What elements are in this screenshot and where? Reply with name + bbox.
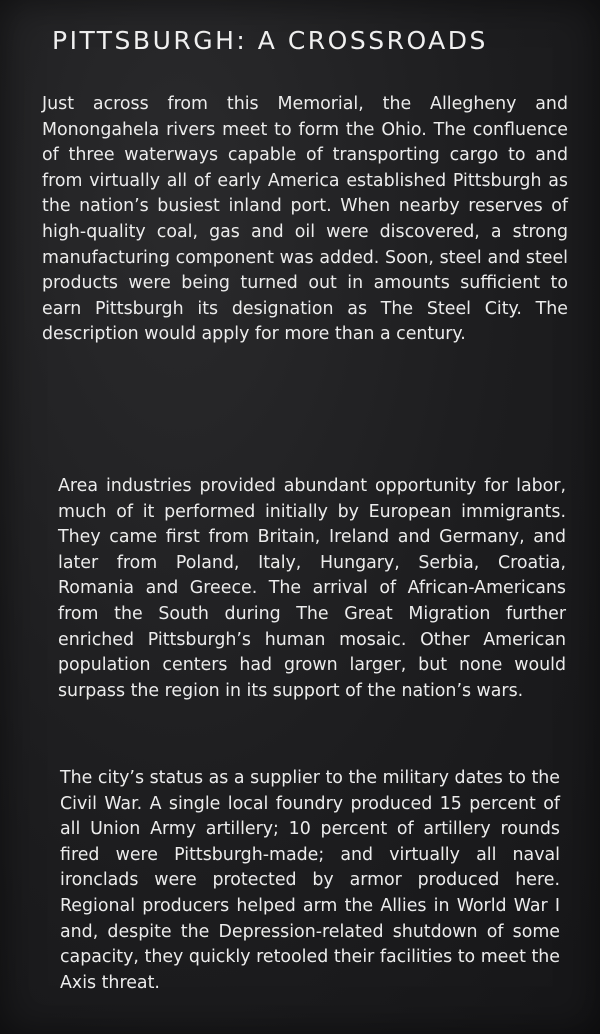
paragraph-military-supplier: The city’s status as a supplier to the military dates to the Civil War. A single local foundry produced 15 percent of all Union Army artillery; 10 percent of artillery rounds fired were Pittsburgh-made; and virtually all naval ironclads were protected by armor produced here. Regional producers helped arm the Allies in World War I and, despite the Depression-related shutdown of some capacity, they quickly retooled their facilities to meet the Axis threat.	[60, 768, 560, 993]
paragraph-confluence: Just across from this Memorial, the Allegheny and Monongahela rivers meet to form the Ohio. The confluence of three waterways capable of transporting cargo to and from virtually all of early America established Pittsburgh as the nation’s busiest inland port. When nearby reserves of high-quality coal, gas and oil were discovered, a strong manufacturing component was added. Soon, steel and steel products were being turned out in amounts sufficient to earn Pittsburgh its designation as The Steel City. The description would apply for more than a century.	[42, 94, 568, 345]
plaque-title: PITTSBURGH: A CROSSROADS	[52, 26, 488, 55]
paragraph-immigrant-labor: Area industries provided abundant opportunity for labor, much of it performed initially by European immigrants. They came first from Britain, Ireland and Germany, and later from Poland, Italy, Hungary, Serbia, Croatia, Romania and Greece. The arrival of African-Americans from the South during The Great Migration further enriched Pittsburgh’s human mosaic. Other American population centers had grown larger, but none would surpass the region in its support of the nation’s wars.	[58, 476, 566, 701]
